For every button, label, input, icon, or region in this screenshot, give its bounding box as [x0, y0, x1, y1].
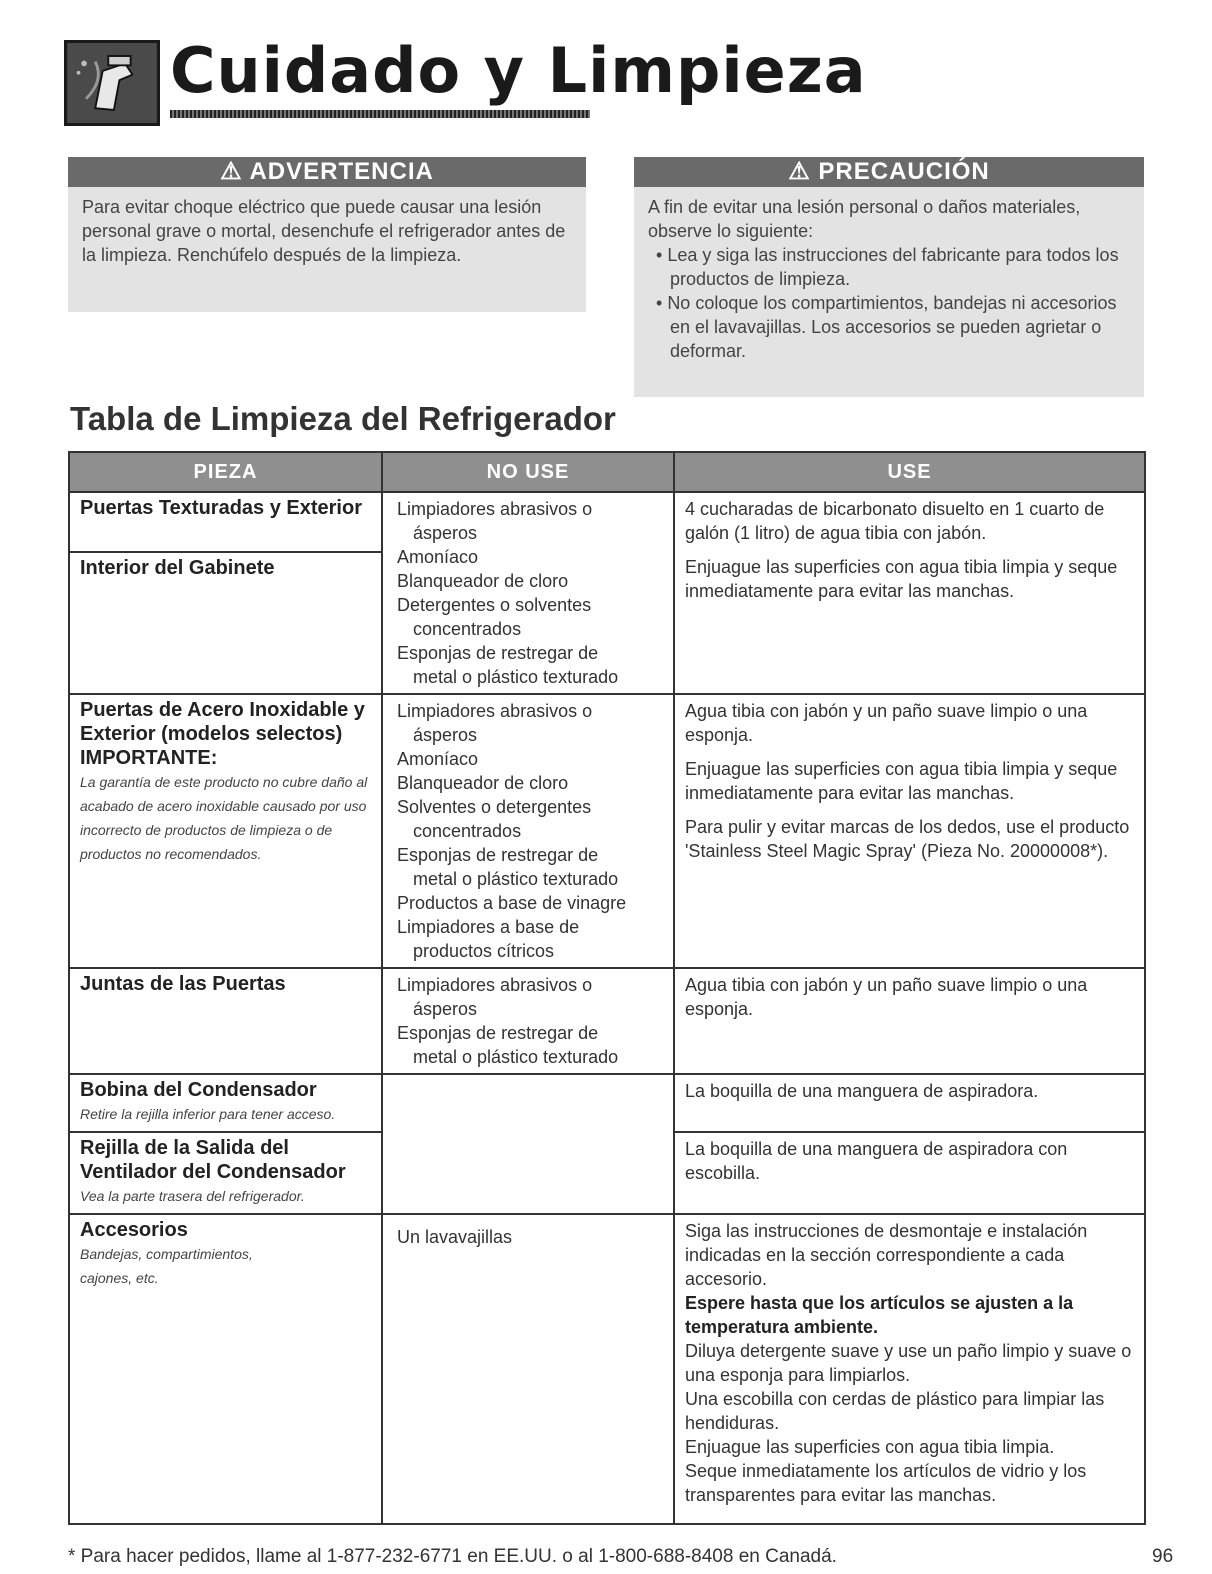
list-item: • Lea y siga las instrucciones del fabricante para todos los productos de limpieza. — [648, 243, 1130, 291]
no-use-item: Limpiadores abrasivos o — [397, 975, 593, 995]
no-use-cell — [382, 1214, 674, 1524]
no-use-item: metal o plástico texturado — [413, 667, 619, 687]
no-use-item: ásperos — [413, 523, 478, 543]
part-name: Accesorios — [80, 1219, 188, 1241]
use-item: Enjuague las superficies con agua tibia limpia. — [685, 1437, 1055, 1457]
use-item: 4 cucharadas de bicarbonato disuelto en 1 cuarto de galón (1 litro) de agua tibia con jabón. — [685, 499, 1105, 543]
use-item: La boquilla de una manguera de aspiradora con escobilla. — [685, 1139, 1068, 1183]
no-use-item: concentrados — [413, 821, 522, 841]
use-cell — [674, 492, 1145, 694]
part-note: La garantía de este producto no cubre daño al acabado de acero inoxidable causado por uso incorrecto de productos de limpieza o de productos no recomendados. — [80, 774, 368, 862]
table-row — [69, 492, 1145, 694]
use-item: Diluya detergente suave y use un paño limpio y suave o una esponja para limpiarlos. — [685, 1341, 1132, 1385]
use-cell — [674, 1074, 1145, 1132]
use-item: Agua tibia con jabón y un paño suave limpio o una esponja. — [685, 975, 1088, 1019]
precaucion-header — [634, 157, 1144, 187]
part-item — [70, 1075, 381, 1131]
cleaning-spray-icon — [64, 40, 160, 126]
use-item: Una escobilla con cerdas de plástico para limpiar las hendiduras. — [685, 1389, 1105, 1433]
part-item — [70, 551, 381, 585]
part-note: Retire la rejilla inferior para tener acceso. — [80, 1106, 336, 1122]
part-name: Puertas de Acero Inoxidable y Exterior (modelos selectos) — [80, 699, 365, 745]
part-item — [70, 695, 381, 871]
use-cell — [674, 968, 1145, 1074]
part-item — [70, 1133, 381, 1213]
table-header-row — [69, 452, 1145, 492]
part-note: Bandejas, compartimientos, cajones, etc. — [80, 1246, 253, 1286]
part-important-label: IMPORTANTE: — [80, 747, 218, 769]
use-item: Para pulir y evitar marcas de los dedos, use el producto 'Stainless Steel Magic Spray' (Pieza No. 20000008*). — [685, 817, 1130, 861]
precaucion-box — [634, 157, 1144, 397]
table-row — [69, 1074, 1145, 1132]
no-use-item: metal o plástico texturado — [413, 1047, 619, 1067]
use-item: Seque inmediatamente los artículos de vidrio y los transparentes para evitar las manchas. — [685, 1461, 1087, 1505]
no-use-item: Productos a base de vinagre — [397, 893, 627, 913]
warning-triangle-icon: ⚠ — [788, 158, 811, 185]
part-name: Rejilla de la Salida del Ventilador del Condensador — [80, 1137, 346, 1183]
precaucion-intro: A fin de evitar una lesión personal o daños materiales, observe lo siguiente: — [648, 197, 1081, 241]
no-use-item: Blanqueador de cloro — [397, 571, 569, 591]
part-note: Vea la parte trasera del refrigerador. — [80, 1188, 305, 1204]
use-item: Enjuague las superficies con agua tibia limpia y seque inmediatamente para evitar las manchas. — [685, 557, 1118, 601]
part-item — [70, 1215, 310, 1295]
no-use-cell — [382, 492, 674, 694]
use-item: Espere hasta que los artículos se ajusten a la temperatura ambiente. — [685, 1293, 1074, 1337]
part-cell — [69, 1132, 382, 1214]
table-row — [69, 968, 1145, 1074]
no-use-item: metal o plástico texturado — [413, 869, 619, 889]
title-underline — [170, 110, 590, 118]
part-cell — [69, 1214, 382, 1524]
part-item — [70, 493, 381, 551]
advertencia-title: ADVERTENCIA — [249, 158, 434, 185]
footnote: * Para hacer pedidos, llame al 1-877-232-6771 en EE.UU. o al 1-800-688-8408 en Canadá. — [68, 1546, 837, 1567]
use-item: Enjuague las superficies con agua tibia limpia y seque inmediatamente para evitar las manchas. — [685, 759, 1118, 803]
precaucion-body — [634, 187, 1144, 373]
no-use-item: Detergentes o solventes — [397, 595, 592, 615]
use-item: La boquilla de una manguera de aspiradora. — [685, 1081, 1039, 1101]
list-item: • No coloque los compartimientos, bandejas ni accesorios en el lavavajillas. Los accesorios se pueden agrietar o deformar. — [648, 291, 1130, 363]
part-cell — [69, 1074, 382, 1132]
advertencia-text: Para evitar choque eléctrico que puede causar una lesión personal grave o mortal, desenchufe el refrigerador antes de la limpieza. Renchúfelo después de la limpieza. — [82, 197, 566, 265]
advertencia-header — [68, 157, 586, 187]
no-use-cell — [382, 1074, 674, 1214]
part-name: Puertas Texturadas y Exterior — [80, 497, 362, 519]
no-use-item: Limpiadores abrasivos o — [397, 701, 593, 721]
table-row — [69, 694, 1145, 968]
table-row — [69, 1214, 1145, 1524]
part-cell — [69, 694, 382, 968]
part-cell — [69, 968, 382, 1074]
cleaning-table — [68, 451, 1146, 1525]
no-use-item: concentrados — [413, 619, 522, 639]
part-cell — [69, 492, 382, 694]
warning-triangle-icon: ⚠ — [220, 158, 243, 185]
use-cell — [674, 694, 1145, 968]
no-use-item: Blanqueador de cloro — [397, 773, 569, 793]
precaucion-list — [648, 243, 1130, 363]
header-pieza: PIEZA — [69, 452, 382, 492]
header-use: USE — [674, 452, 1145, 492]
no-use-item: Un lavavajillas — [397, 1227, 513, 1247]
part-name: Bobina del Condensador — [80, 1079, 317, 1101]
no-use-item: ásperos — [413, 725, 478, 745]
no-use-item: ásperos — [413, 999, 478, 1019]
no-use-item: productos cítricos — [413, 941, 555, 961]
no-use-item: Esponjas de restregar de — [397, 845, 599, 865]
part-item — [70, 969, 381, 1001]
no-use-item: Esponjas de restregar de — [397, 643, 599, 663]
use-item: Siga las instrucciones de desmontaje e instalación indicadas en la sección correspondiente a cada accesorio. — [685, 1221, 1088, 1289]
use-item: Agua tibia con jabón y un paño suave limpio o una esponja. — [685, 701, 1088, 745]
header-no-use: NO USE — [382, 452, 674, 492]
no-use-item: Amoníaco — [397, 749, 479, 769]
advertencia-box — [68, 157, 586, 312]
part-name: Interior del Gabinete — [80, 557, 275, 579]
precaucion-title: PRECAUCIÓN — [818, 158, 990, 185]
use-cell — [674, 1214, 1145, 1524]
no-use-item: Limpiadores a base de — [397, 917, 580, 937]
use-cell — [674, 1132, 1145, 1214]
no-use-item: Amoníaco — [397, 547, 479, 567]
no-use-item: Esponjas de restregar de — [397, 1023, 599, 1043]
no-use-item: Limpiadores abrasivos o — [397, 499, 593, 519]
no-use-cell — [382, 968, 674, 1074]
no-use-cell — [382, 694, 674, 968]
page-title: Cuidado y Limpieza — [170, 34, 867, 107]
part-name: Juntas de las Puertas — [80, 973, 286, 995]
no-use-item: Solventes o detergentes — [397, 797, 592, 817]
section-title: Tabla de Limpieza del Refrigerador — [70, 400, 616, 437]
page-number: 96 — [1152, 1546, 1174, 1567]
